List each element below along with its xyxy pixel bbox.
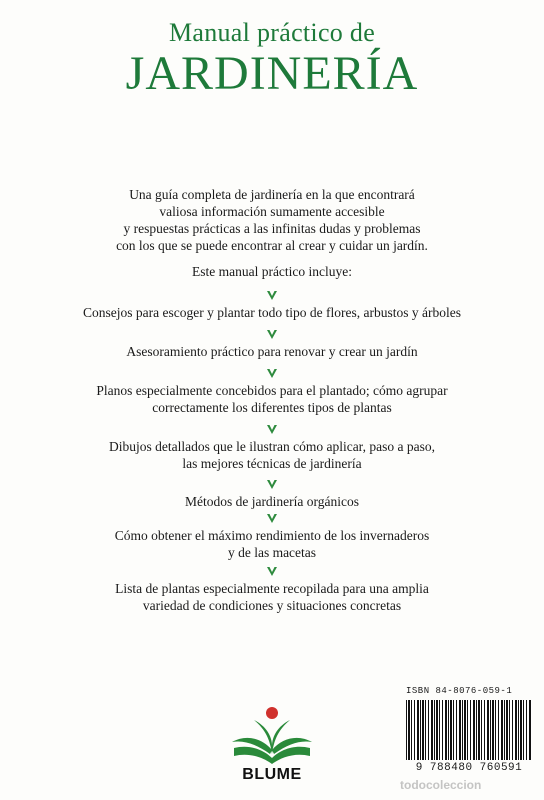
feature-item	[40, 289, 504, 321]
intro-line: y respuestas prácticas a las infinitas dudas y problemas	[123, 221, 421, 236]
chevron-down-icon	[266, 367, 278, 379]
includes-heading: Este manual práctico incluye:	[191, 264, 353, 279]
chevron-down-icon	[266, 328, 278, 340]
feature-line: Dibujos detallados que le ilustran cómo aplicar, paso a paso,	[109, 439, 435, 454]
chevron-down-icon	[266, 512, 278, 524]
barcode	[406, 700, 532, 760]
publisher-name: BLUME	[242, 766, 302, 783]
feature-line: Métodos de jardinería orgánicos	[184, 494, 360, 509]
feature-line: Asesoramiento práctico para renovar y crear un jardín	[126, 344, 418, 359]
intro-line: Una guía completa de jardinería en la que encontrará	[129, 187, 415, 202]
feature-line: Consejos para escoger y plantar todo tipo de flores, arbustos y árboles	[83, 305, 461, 320]
title-main: JARDINERÍA	[125, 47, 419, 100]
open-book-plant-icon	[226, 704, 318, 766]
title-subtitle: Manual práctico de	[168, 18, 376, 47]
chevron-down-icon	[266, 478, 278, 490]
feature-line: Lista de plantas especialmente recopilada para una amplia	[115, 581, 429, 596]
feature-item	[40, 423, 504, 472]
intro-line: valiosa información sumamente accesible	[159, 204, 385, 219]
barcode-block	[406, 686, 532, 790]
feature-line: variedad de condiciones y situaciones concretas	[142, 598, 402, 613]
barcode-digits: 9 788480 760591	[415, 762, 523, 774]
chevron-down-icon	[266, 565, 278, 577]
chevron-down-icon	[266, 423, 278, 435]
feature-line: Cómo obtener el máximo rendimiento de los invernaderos	[114, 528, 430, 543]
feature-item	[40, 478, 504, 510]
intro-line: con los que se puede encontrar al crear y cuidar un jardín.	[116, 238, 428, 253]
feature-line: correctamente los diferentes tipos de plantas	[152, 400, 392, 415]
feature-line: y de las macetas	[227, 545, 317, 560]
chevron-down-icon	[266, 289, 278, 301]
feature-line: las mejores técnicas de jardinería	[182, 456, 362, 471]
feature-line: Planos especialmente concebidos para el plantado; cómo agrupar	[96, 383, 448, 398]
feature-item	[40, 512, 504, 561]
intro-paragraph	[60, 186, 484, 254]
feature-item	[40, 565, 504, 614]
feature-item	[40, 367, 504, 416]
feature-item	[40, 328, 504, 360]
isbn-text: ISBN 84-8076-059-1	[406, 686, 513, 696]
watermark: todocoleccion	[400, 778, 482, 792]
